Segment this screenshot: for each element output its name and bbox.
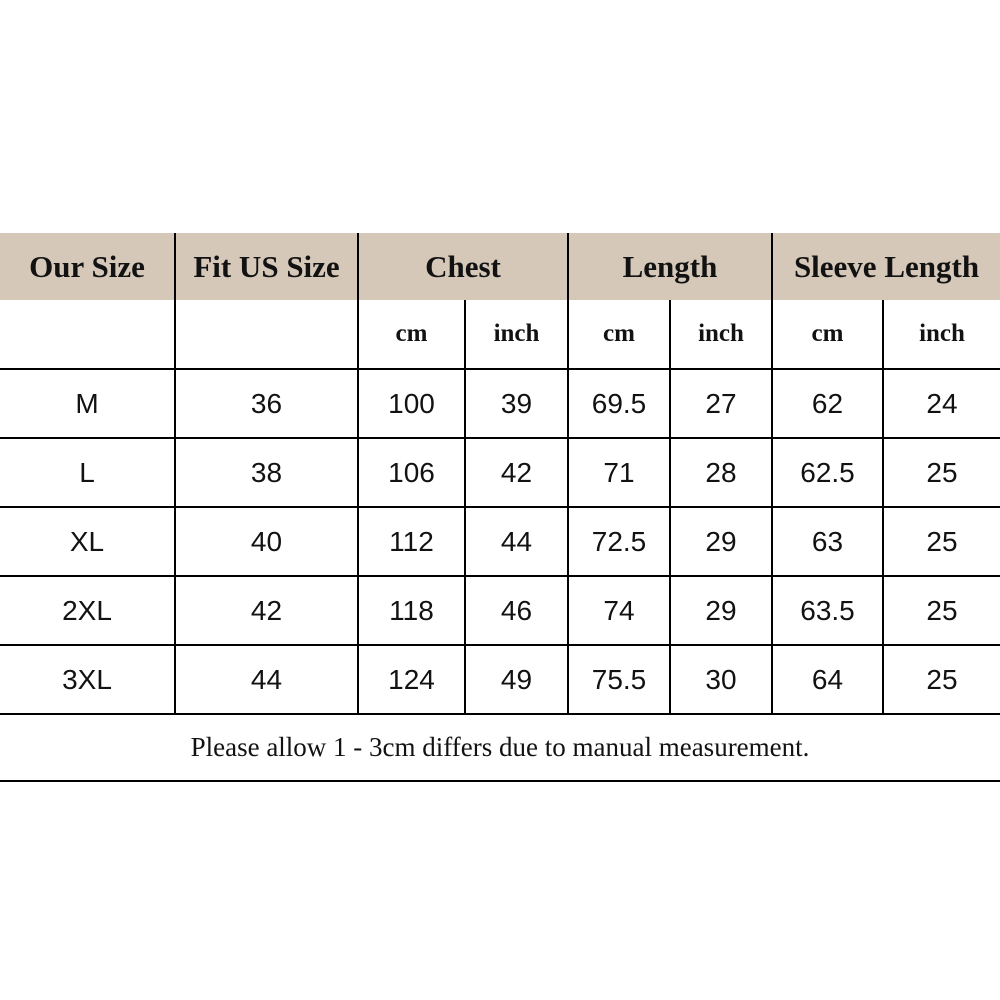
header-sleeve-length: Sleeve Length <box>772 233 1000 300</box>
sleeve-inch-unit: inch <box>883 300 1000 369</box>
length-cm-cell: 71 <box>568 438 670 507</box>
footer-row <box>0 714 1000 781</box>
units-spacer-our-size <box>0 300 175 369</box>
table-row <box>0 576 1000 645</box>
chest-inch-cell: 42 <box>465 438 568 507</box>
chest-cm-cell: 118 <box>358 576 465 645</box>
measurement-note: Please allow 1 - 3cm differs due to manual measurement. <box>0 714 1000 781</box>
units-spacer-fit-us-size <box>175 300 358 369</box>
length-inch-cell: 29 <box>670 576 772 645</box>
fit-us-size-cell: 38 <box>175 438 358 507</box>
sleeve-cm-cell: 63 <box>772 507 883 576</box>
sleeve-inch-cell: 25 <box>883 576 1000 645</box>
table-row <box>0 507 1000 576</box>
length-inch-cell: 27 <box>670 369 772 438</box>
fit-us-size-cell: 36 <box>175 369 358 438</box>
sleeve-cm-cell: 62.5 <box>772 438 883 507</box>
sleeve-inch-cell: 25 <box>883 645 1000 714</box>
table-row <box>0 645 1000 714</box>
our-size-cell: 2XL <box>0 576 175 645</box>
header-length: Length <box>568 233 772 300</box>
length-cm-cell: 69.5 <box>568 369 670 438</box>
length-cm-cell: 75.5 <box>568 645 670 714</box>
sleeve-cm-cell: 64 <box>772 645 883 714</box>
chest-inch-cell: 39 <box>465 369 568 438</box>
chest-inch-unit: inch <box>465 300 568 369</box>
sleeve-cm-cell: 63.5 <box>772 576 883 645</box>
length-cm-cell: 74 <box>568 576 670 645</box>
fit-us-size-cell: 42 <box>175 576 358 645</box>
length-inch-cell: 30 <box>670 645 772 714</box>
our-size-cell: XL <box>0 507 175 576</box>
chest-inch-cell: 49 <box>465 645 568 714</box>
sleeve-cm-unit: cm <box>772 300 883 369</box>
header-band-row <box>0 233 1000 300</box>
sleeve-inch-cell: 25 <box>883 507 1000 576</box>
sleeve-inch-cell: 25 <box>883 438 1000 507</box>
length-inch-unit: inch <box>670 300 772 369</box>
fit-us-size-cell: 40 <box>175 507 358 576</box>
length-cm-cell: 72.5 <box>568 507 670 576</box>
size-chart-table <box>0 233 1000 782</box>
chest-cm-unit: cm <box>358 300 465 369</box>
chest-inch-cell: 46 <box>465 576 568 645</box>
length-cm-unit: cm <box>568 300 670 369</box>
table-row <box>0 369 1000 438</box>
our-size-cell: L <box>0 438 175 507</box>
header-our-size: Our Size <box>0 233 175 300</box>
header-chest: Chest <box>358 233 568 300</box>
chest-cm-cell: 112 <box>358 507 465 576</box>
sleeve-inch-cell: 24 <box>883 369 1000 438</box>
length-inch-cell: 29 <box>670 507 772 576</box>
units-row <box>0 300 1000 369</box>
sleeve-cm-cell: 62 <box>772 369 883 438</box>
table-row <box>0 438 1000 507</box>
chest-cm-cell: 100 <box>358 369 465 438</box>
chest-cm-cell: 106 <box>358 438 465 507</box>
chest-cm-cell: 124 <box>358 645 465 714</box>
length-inch-cell: 28 <box>670 438 772 507</box>
fit-us-size-cell: 44 <box>175 645 358 714</box>
header-fit-us-size: Fit US Size <box>175 233 358 300</box>
our-size-cell: M <box>0 369 175 438</box>
our-size-cell: 3XL <box>0 645 175 714</box>
chest-inch-cell: 44 <box>465 507 568 576</box>
